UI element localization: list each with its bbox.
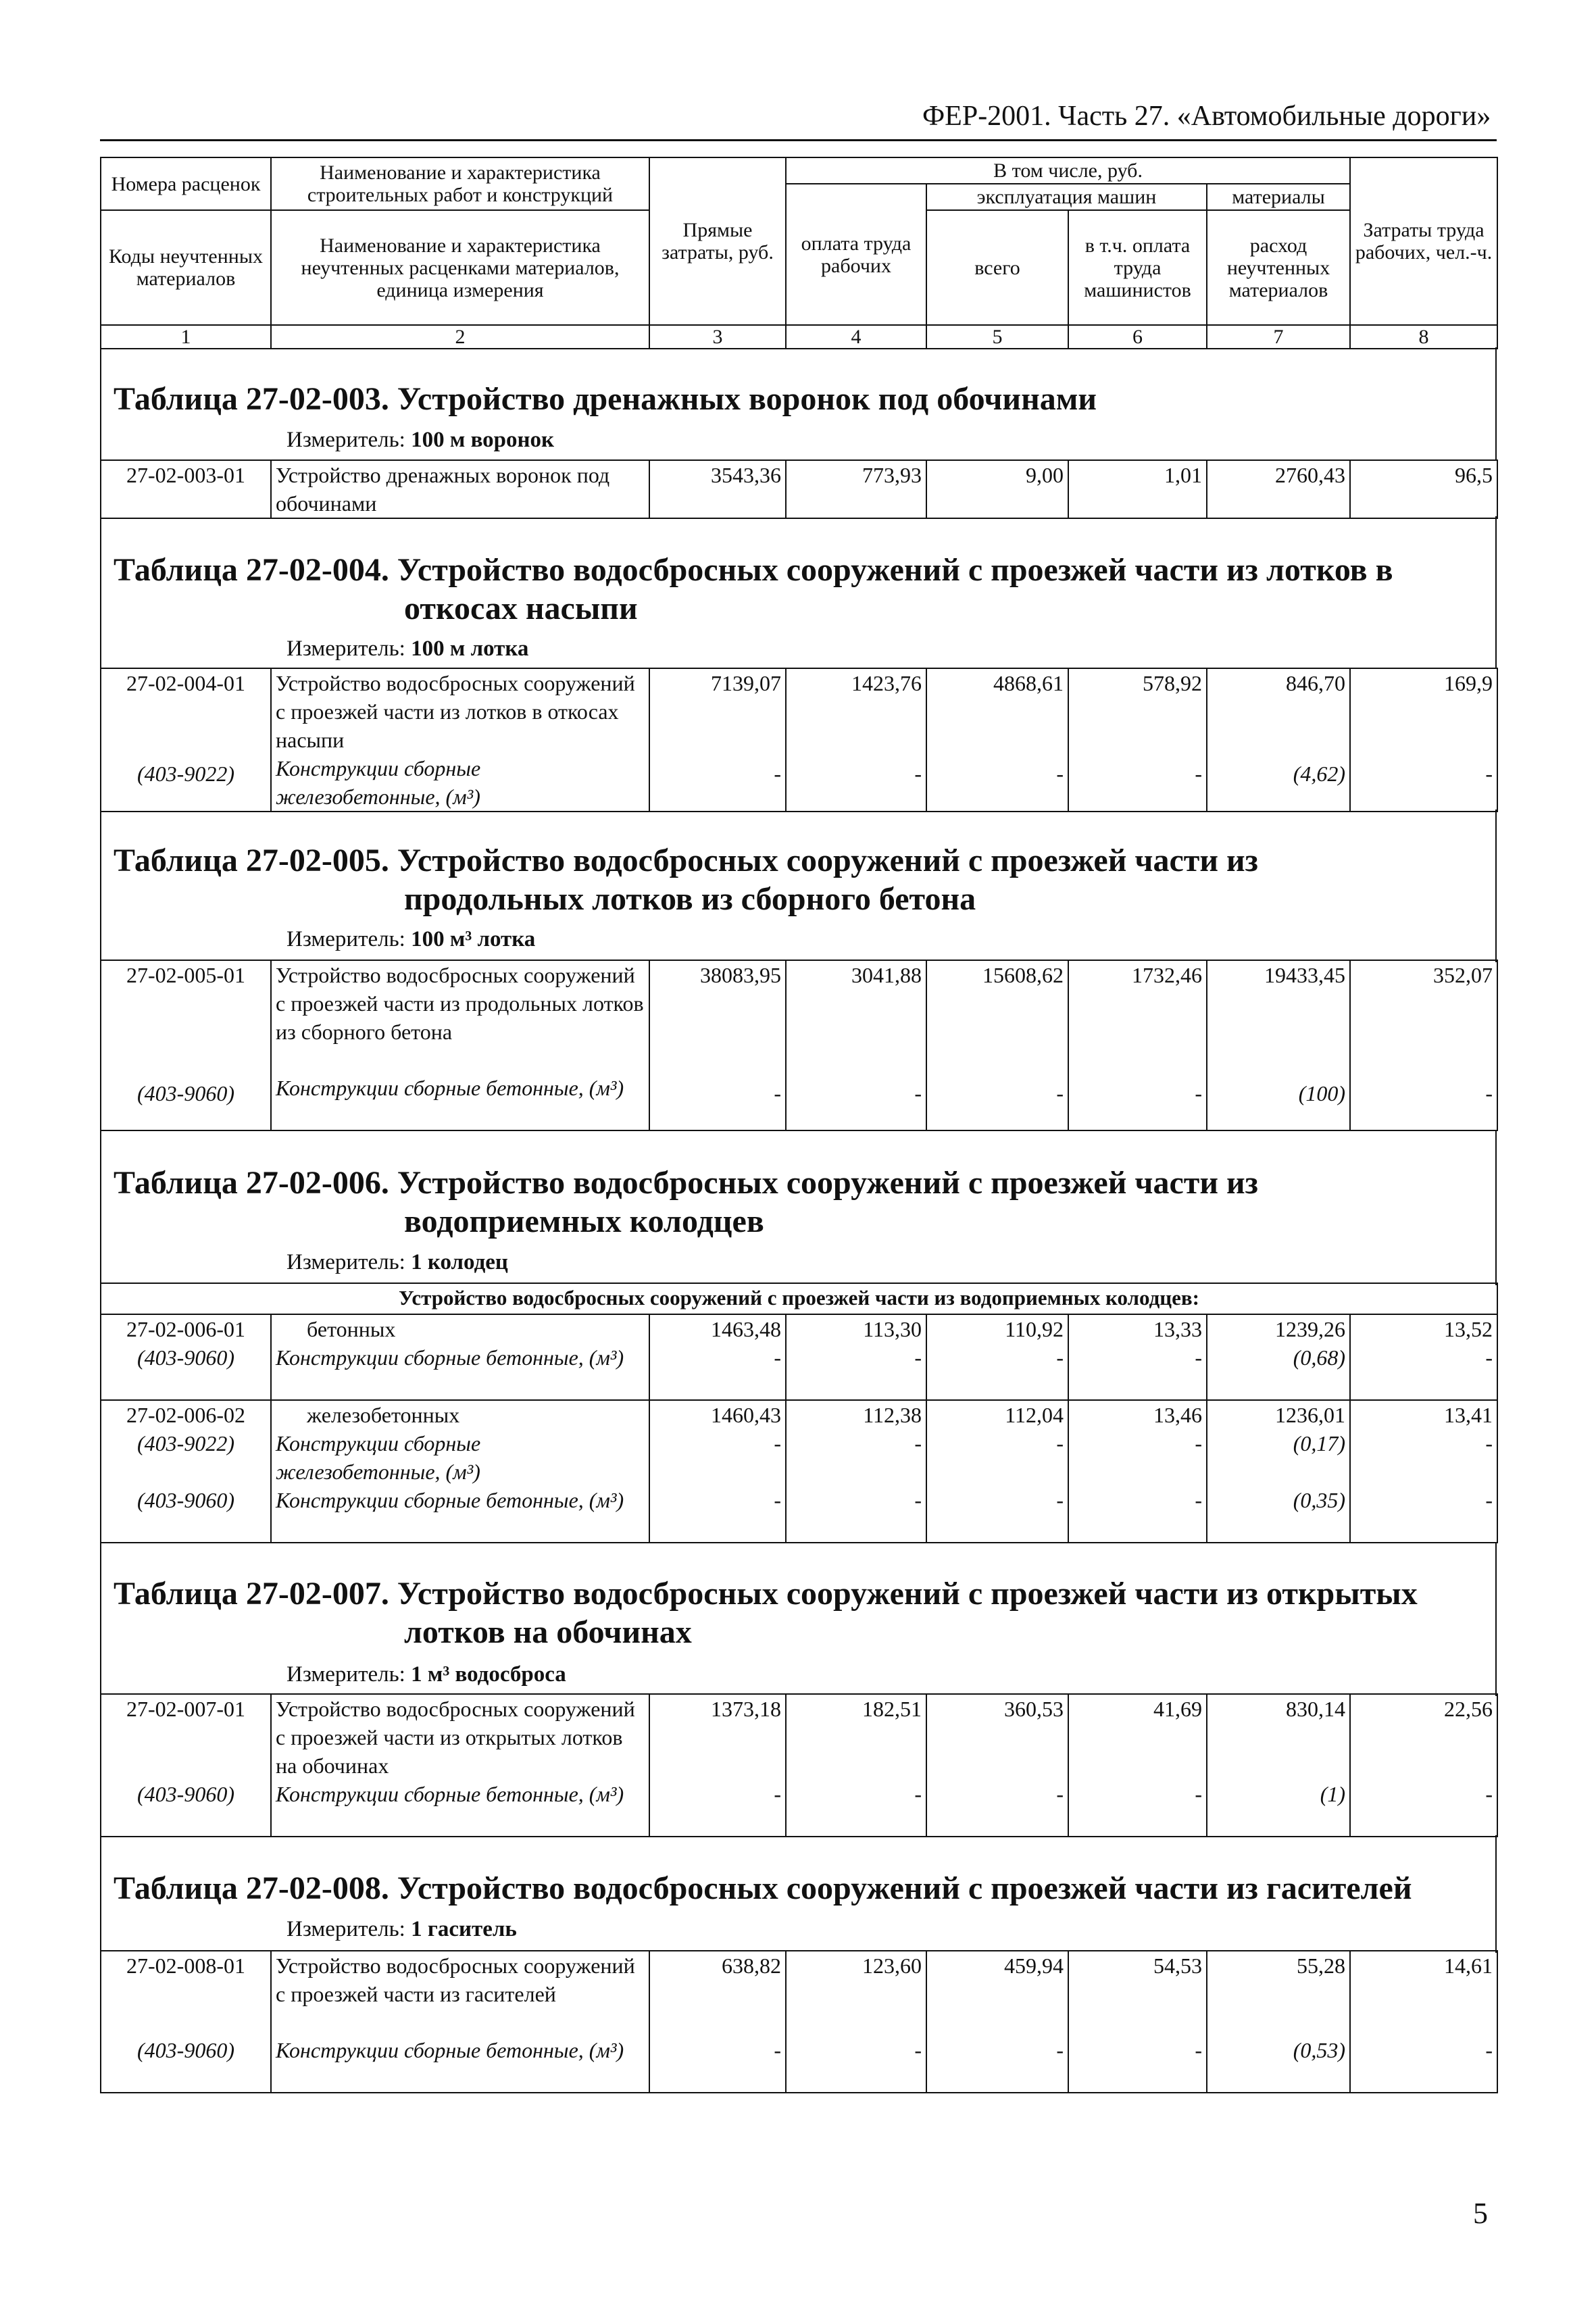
- rate-code: 27-02-004-01: [101, 668, 271, 754]
- unit-value: 100 м³ лотка: [411, 927, 536, 951]
- value-machinists-pay: 1,01: [1068, 460, 1207, 518]
- value-machinists-pay: -: [1068, 1429, 1207, 1486]
- value-machines-total: -: [926, 1429, 1068, 1486]
- value-machinists-pay: 13,33: [1068, 1314, 1207, 1343]
- material-name: Конструкции сборные бетонные, (м³): [271, 1074, 649, 1130]
- rate-code: 27-02-006-02: [101, 1400, 271, 1429]
- group-row-label: Устройство водосбросных сооружений с проезжей части из водоприемных колодцев:: [101, 1283, 1497, 1314]
- rate-code: 27-02-007-01: [101, 1694, 271, 1780]
- page-number: 5: [1473, 2197, 1488, 2230]
- table-row: [101, 1314, 1497, 1343]
- value-direct-cost: -: [649, 1486, 786, 1543]
- value-materials: 55,28: [1207, 1951, 1350, 2036]
- rates-table: [100, 1283, 1498, 1543]
- rate-name: железобетонных: [271, 1400, 649, 1429]
- value-machinists-pay: -: [1068, 1074, 1207, 1130]
- header-group: В том числе, руб.: [786, 157, 1350, 184]
- material-code: (403-9022): [101, 1429, 271, 1486]
- group-row: [101, 1283, 1497, 1314]
- value-materials: (1): [1207, 1780, 1350, 1837]
- rate-code: 27-02-003-01: [101, 460, 271, 518]
- value-direct-cost: -: [649, 1343, 786, 1400]
- value-labor-hours: 96,5: [1350, 460, 1497, 518]
- value-machinists-pay: 578,92: [1068, 668, 1207, 754]
- header-col8: Затраты труда рабочих, чел.-ч.: [1350, 157, 1497, 325]
- material-name: Конструкции сборные бетонные, (м³): [271, 2036, 649, 2093]
- section-title: Таблица 27-02-007. Устройство водосбросных сооружений с проезжей части из открытых: [114, 1576, 1418, 1612]
- value-machinists-pay: 41,69: [1068, 1694, 1207, 1780]
- column-header-table: [100, 157, 1498, 349]
- material-name: Конструкции сборные бетонные, (м³): [271, 1780, 649, 1837]
- value-labor-pay: -: [786, 1074, 926, 1130]
- header-col6: в т.ч. оплата труда машинистов: [1068, 210, 1207, 325]
- value-machinists-pay: -: [1068, 1780, 1207, 1837]
- table-row: [101, 1694, 1497, 1780]
- header-col7: расход неучтенных материалов: [1207, 210, 1350, 325]
- value-machinists-pay: -: [1068, 2036, 1207, 2093]
- section-unit: [286, 637, 528, 662]
- table-row: [101, 754, 1497, 812]
- value-machinists-pay: 1732,46: [1068, 960, 1207, 1074]
- table-row: [101, 1486, 1497, 1543]
- value-materials: (0,68): [1207, 1343, 1350, 1400]
- header-col1-bottom: Коды неучтенных материалов: [101, 210, 271, 325]
- table-row: [101, 668, 1497, 754]
- section-title-line2: откосах насыпи: [404, 591, 638, 626]
- value-labor-pay: -: [786, 1429, 926, 1486]
- value-labor-pay: 773,93: [786, 460, 926, 518]
- running-header: ФЕР-2001. Часть 27. «Автомобильные дороги»: [922, 101, 1491, 132]
- value-labor-hours: -: [1350, 2036, 1497, 2093]
- value-direct-cost: 1460,43: [649, 1400, 786, 1429]
- section-unit: [286, 1662, 566, 1687]
- value-labor-pay: 1423,76: [786, 668, 926, 754]
- unit-value: 1 м³ водосброса: [411, 1662, 566, 1687]
- value-machinists-pay: 13,46: [1068, 1400, 1207, 1429]
- col-number: 1: [101, 325, 271, 349]
- value-machines-total: -: [926, 1343, 1068, 1400]
- rate-code: 27-02-006-01: [101, 1314, 271, 1343]
- col-number: 8: [1350, 325, 1497, 349]
- value-labor-pay: 123,60: [786, 1951, 926, 2036]
- section-unit: [286, 927, 535, 952]
- rates-table: [100, 960, 1498, 1131]
- rates-table: [100, 1693, 1498, 1837]
- rate-code: 27-02-008-01: [101, 1951, 271, 2036]
- value-labor-pay: -: [786, 754, 926, 812]
- unit-label: Измеритель:: [286, 927, 405, 951]
- section-title-line2: лотков на обочинах: [404, 1614, 692, 1650]
- rates-table: [100, 459, 1498, 519]
- table-row: [101, 960, 1497, 1074]
- value-machines-total: 15608,62: [926, 960, 1068, 1074]
- col-number: 4: [786, 325, 926, 349]
- header-materials: материалы: [1207, 184, 1350, 210]
- value-labor-pay: -: [786, 1486, 926, 1543]
- value-machines-total: 360,53: [926, 1694, 1068, 1780]
- material-code: (403-9060): [101, 1343, 271, 1400]
- section-title-line2: водоприемных колодцев: [404, 1203, 764, 1239]
- value-direct-cost: 3543,36: [649, 460, 786, 518]
- value-machines-total: 9,00: [926, 460, 1068, 518]
- table-row: [101, 2036, 1497, 2093]
- value-labor-pay: 113,30: [786, 1314, 926, 1343]
- material-code: (403-9060): [101, 1486, 271, 1543]
- col-number: 3: [649, 325, 786, 349]
- value-materials: 830,14: [1207, 1694, 1350, 1780]
- material-name: Конструкции сборные бетонные, (м³): [271, 1486, 649, 1543]
- section-title: Таблица 27-02-008. Устройство водосбросных сооружений с проезжей части из гасителей: [114, 1870, 1412, 1906]
- table-row: [101, 1780, 1497, 1837]
- header-col4: оплата труда рабочих: [786, 184, 926, 325]
- value-materials: 1236,01: [1207, 1400, 1350, 1429]
- material-code: (403-9060): [101, 1780, 271, 1837]
- unit-label: Измеритель:: [286, 1662, 405, 1687]
- table-row: [101, 460, 1497, 518]
- value-labor-hours: 14,61: [1350, 1951, 1497, 2036]
- value-materials: 19433,45: [1207, 960, 1350, 1074]
- value-machinists-pay: -: [1068, 754, 1207, 812]
- value-materials: 2760,43: [1207, 460, 1350, 518]
- header-col2-bottom: Наименование и характеристика неучтенных расценками материалов, единица измерения: [271, 210, 649, 325]
- material-code: (403-9060): [101, 1074, 271, 1130]
- rate-code: 27-02-005-01: [101, 960, 271, 1074]
- col-number: 5: [926, 325, 1068, 349]
- value-labor-pay: 112,38: [786, 1400, 926, 1429]
- section-title: Таблица 27-02-003. Устройство дренажных воронок под обочинами: [114, 381, 1097, 417]
- unit-label: Измеритель:: [286, 1917, 405, 1941]
- value-direct-cost: -: [649, 1429, 786, 1486]
- value-direct-cost: -: [649, 1780, 786, 1837]
- table-row: [101, 1343, 1497, 1400]
- material-code: (403-9060): [101, 2036, 271, 2093]
- value-machines-total: -: [926, 1486, 1068, 1543]
- section-unit: [286, 1250, 508, 1275]
- value-machines-total: 459,94: [926, 1951, 1068, 2036]
- value-machines-total: -: [926, 754, 1068, 812]
- unit-label: Измеритель:: [286, 1250, 405, 1274]
- value-labor-hours: 13,52: [1350, 1314, 1497, 1343]
- header-rule: [100, 139, 1497, 141]
- rate-name: Устройство водосбросных сооружений с проезжей части из лотков в откосах насыпи: [271, 668, 649, 754]
- section-title: Таблица 27-02-004. Устройство водосбросных сооружений с проезжей части из лотков в: [114, 552, 1393, 588]
- col-number: 6: [1068, 325, 1207, 349]
- value-labor-pay: 182,51: [786, 1694, 926, 1780]
- rate-name: Устройство водосбросных сооружений с проезжей части из продольных лотков из сборного бетона: [271, 960, 649, 1074]
- section-unit: [286, 428, 554, 453]
- value-labor-hours: 352,07: [1350, 960, 1497, 1074]
- unit-label: Измеритель:: [286, 428, 405, 452]
- value-labor-hours: -: [1350, 754, 1497, 812]
- rate-name: бетонных: [271, 1314, 649, 1343]
- header-machines: эксплуатация машин: [926, 184, 1207, 210]
- header-col5: всего: [926, 210, 1068, 325]
- value-materials: (0,17): [1207, 1429, 1350, 1486]
- rate-name: Устройство дренажных воронок под обочинами: [271, 460, 649, 518]
- value-labor-hours: -: [1350, 1429, 1497, 1486]
- value-materials: (0,35): [1207, 1486, 1350, 1543]
- value-materials: (4,62): [1207, 754, 1350, 812]
- section-title-line2: продольных лотков из сборного бетона: [404, 881, 976, 917]
- value-machinists-pay: 54,53: [1068, 1951, 1207, 2036]
- unit-value: 100 м воронок: [411, 428, 555, 452]
- value-materials: (0,53): [1207, 2036, 1350, 2093]
- value-direct-cost: 38083,95: [649, 960, 786, 1074]
- value-labor-hours: 22,56: [1350, 1694, 1497, 1780]
- value-machines-total: 112,04: [926, 1400, 1068, 1429]
- col-number: 2: [271, 325, 649, 349]
- header-col3: Прямые затраты, руб.: [649, 157, 786, 325]
- material-name: Конструкции сборные бетонные, (м³): [271, 1343, 649, 1400]
- value-labor-hours: 169,9: [1350, 668, 1497, 754]
- value-machines-total: 4868,61: [926, 668, 1068, 754]
- value-direct-cost: -: [649, 754, 786, 812]
- unit-value: 1 колодец: [411, 1250, 508, 1274]
- unit-value: 100 м лотка: [411, 637, 529, 661]
- header-col2-top: Наименование и характеристика строительных работ и конструкций: [271, 157, 649, 210]
- table-row: [101, 1951, 1497, 2036]
- value-labor-hours: -: [1350, 1780, 1497, 1837]
- value-labor-hours: 13,41: [1350, 1400, 1497, 1429]
- value-direct-cost: 1463,48: [649, 1314, 786, 1343]
- value-machinists-pay: -: [1068, 1486, 1207, 1543]
- value-materials: (100): [1207, 1074, 1350, 1130]
- value-labor-hours: -: [1350, 1074, 1497, 1130]
- unit-value: 1 гаситель: [411, 1917, 517, 1941]
- value-labor-hours: -: [1350, 1343, 1497, 1400]
- value-materials: 1239,26: [1207, 1314, 1350, 1343]
- value-direct-cost: -: [649, 1074, 786, 1130]
- rates-table: [100, 668, 1498, 812]
- material-name: Конструкции сборные железобетонные, (м³): [271, 1429, 649, 1486]
- value-labor-pay: -: [786, 2036, 926, 2093]
- value-direct-cost: -: [649, 2036, 786, 2093]
- header-col1-top: Номера расценок: [101, 157, 271, 210]
- value-labor-pay: -: [786, 1343, 926, 1400]
- value-labor-pay: 3041,88: [786, 960, 926, 1074]
- unit-label: Измеритель:: [286, 637, 405, 661]
- value-machines-total: -: [926, 1780, 1068, 1837]
- value-machinists-pay: -: [1068, 1343, 1207, 1400]
- table-row: [101, 1429, 1497, 1486]
- material-name: Конструкции сборные железобетонные, (м³): [271, 754, 649, 812]
- section-title: Таблица 27-02-006. Устройство водосбросных сооружений с проезжей части из: [114, 1165, 1258, 1201]
- value-materials: 846,70: [1207, 668, 1350, 754]
- material-code: (403-9022): [101, 754, 271, 812]
- value-direct-cost: 638,82: [649, 1951, 786, 2036]
- section-title: Таблица 27-02-005. Устройство водосбросных сооружений с проезжей части из: [114, 843, 1258, 878]
- value-direct-cost: 7139,07: [649, 668, 786, 754]
- rates-table: [100, 1950, 1498, 2093]
- section-unit: [286, 1917, 517, 1942]
- value-machines-total: 110,92: [926, 1314, 1068, 1343]
- value-direct-cost: 1373,18: [649, 1694, 786, 1780]
- col-number: 7: [1207, 325, 1350, 349]
- value-labor-pay: -: [786, 1780, 926, 1837]
- value-labor-hours: -: [1350, 1486, 1497, 1543]
- value-machines-total: -: [926, 2036, 1068, 2093]
- value-machines-total: -: [926, 1074, 1068, 1130]
- table-row: [101, 1400, 1497, 1429]
- table-row: [101, 1074, 1497, 1130]
- rate-name: Устройство водосбросных сооружений с проезжей части из открытых лотков на обочинах: [271, 1694, 649, 1780]
- rate-name: Устройство водосбросных сооружений с проезжей части из гасителей: [271, 1951, 649, 2036]
